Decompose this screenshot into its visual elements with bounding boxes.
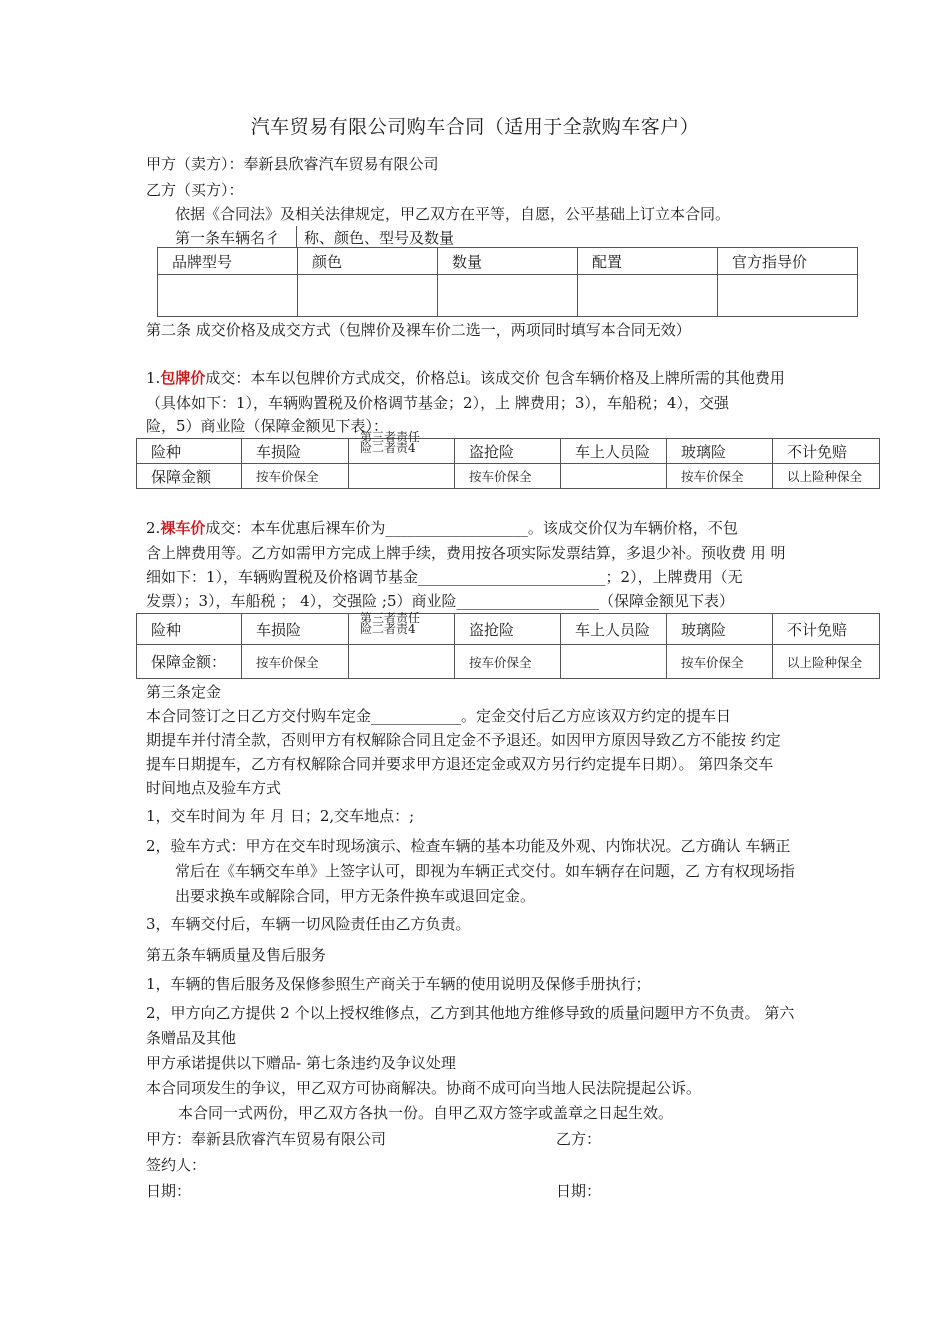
signature-date-a: 日期： xyxy=(146,1182,192,1200)
insurance-header: 险种 xyxy=(137,614,242,645)
insurance-cell: 以上险种保全 xyxy=(773,464,880,489)
preamble: 依据《合同法》及相关法律规定，甲乙双方在平等，自愿，公平基础上订立本合同。 xyxy=(175,205,731,223)
insurance-header: 车上人员险 xyxy=(561,439,667,464)
copies-clause: 本合同一式两份，甲乙双方各执一份。自甲乙双方签字或盖章之日起生效。 xyxy=(178,1104,674,1122)
option2-line4: 发票）；3），车船税 ； 4），交强险 ;5）商业险___________________（保障金额见下表） xyxy=(146,592,734,610)
vehicle-table-cell[interactable] xyxy=(718,275,858,317)
insurance-header: 车损险 xyxy=(242,614,349,645)
vehicle-table-header: 配置 xyxy=(578,248,718,275)
article3-line2: 期提车并付清全款，否则甲方有权解除合同且定金不予退还。如因甲方原因导致乙方不能按 约定 xyxy=(146,731,781,749)
insurance-cell: 保障金额： xyxy=(137,645,242,679)
insurance-cell: 按车价保全 xyxy=(242,645,349,679)
insurance-cell: 按车价保全 xyxy=(455,645,561,679)
option1-num: 1. xyxy=(146,369,161,387)
signature-party-b: 乙方： xyxy=(556,1130,602,1148)
signature-signer: 签约人： xyxy=(146,1156,207,1174)
overlap-label-top: 第三者责任 xyxy=(360,430,421,444)
insurance-cell[interactable] xyxy=(349,464,455,489)
insurance-header: 险种 xyxy=(137,439,242,464)
article4-item1: 1，交车时间为 年 月 日；2,交车地点：; xyxy=(146,807,415,825)
option1-line1 xyxy=(146,368,785,388)
insurance-cell: 以上险种保全 xyxy=(773,645,880,679)
insurance-cell[interactable] xyxy=(561,464,667,489)
insurance-cell: 按车价保全 xyxy=(455,464,561,489)
article3-line1: 本合同签订之日乙方交付购车定金____________。定金交付后乙方应该双方约定的提车日 xyxy=(146,707,732,725)
insurance-cell[interactable] xyxy=(349,645,455,679)
option2-line1 xyxy=(146,518,738,538)
option1-line3: 险，5）商业险（保障金额见下表）： xyxy=(146,417,389,435)
insurance-cell[interactable] xyxy=(561,645,667,679)
insurance-header: 玻璃险 xyxy=(667,614,773,645)
vehicle-table-cell[interactable] xyxy=(158,275,298,317)
insurance-cell: 按车价保全 xyxy=(667,464,773,489)
vehicle-table-header: 官方指导价 xyxy=(718,248,858,275)
overlap-label-bottom: 险二者责4 xyxy=(360,622,416,636)
vehicle-table-header: 颜色 xyxy=(298,248,438,275)
overlap-label-top: 第三者责任 xyxy=(360,611,421,625)
dispute-clause: 本合同项发生的争议，甲乙双方可协商解决。协商不成可向当地人民法院提起公诉。 xyxy=(146,1079,702,1097)
party-a-line: 甲方（卖方）：奉新县欣睿汽车贸易有限公司 xyxy=(146,155,439,173)
insurance-table-2 xyxy=(136,613,880,679)
vehicle-table-cell[interactable] xyxy=(438,275,578,317)
option1-keyword: 包牌价 xyxy=(160,369,206,387)
article4-item2-line2: 常后在《车辆交车单》上签字认可，即视为车辆正式交付。如车辆存在问题，乙 方有权现场指 xyxy=(175,862,795,880)
insurance-header: 车损险 xyxy=(242,439,349,464)
article6-7-line: 甲方承诺提供以下赠品- 第七条违约及争议处理 xyxy=(146,1054,456,1072)
party-b-line: 乙方（买方）： xyxy=(146,181,244,199)
article1-heading-cont: 称、颜色、型号及数量 xyxy=(304,229,455,247)
insurance-header: 玻璃险 xyxy=(667,439,773,464)
signature-date-b: 日期： xyxy=(556,1182,602,1200)
article2-heading: 第二条 成交价格及成交方式（包牌价及裸车价二选一，两项同时填写本合同无效） xyxy=(146,321,691,339)
signature-party-a: 甲方：奉新县欣睿汽车贸易有限公司 xyxy=(146,1130,387,1148)
contract-title: 汽车贸易有限公司购车合同（适用于全款购车客户） xyxy=(250,116,700,138)
vehicle-table-cell[interactable] xyxy=(578,275,718,317)
option2-line2: 含上牌费用等。乙方如需甲方完成上牌手续，费用按各项实际发票结算，多退少补。预收费 用 明 xyxy=(146,544,786,562)
article4-item3: 3，车辆交付后，车辆一切风险责任由乙方负责。 xyxy=(146,915,471,933)
option1-text: 成交：本车以包牌价方式成交，价格总ⅰ。该成交价 包含车辆价格及上牌所需的其他费用 xyxy=(205,369,785,387)
option2-num: 2. xyxy=(146,519,161,537)
vehicle-table-header: 数量 xyxy=(438,248,578,275)
insurance-header: 不计免赔 xyxy=(773,439,880,464)
insurance-header: 盗抢险 xyxy=(455,439,561,464)
article5-heading: 第五条车辆质量及售后服务 xyxy=(146,946,327,964)
option2-line3: 细如下：1），车辆购置税及价格调节基金_________________________；2），上牌费用（无 xyxy=(146,568,743,586)
option2-text: 成交：本车优惠后裸车价为___________________。该成交价仅为车辆价格，不包 xyxy=(205,519,738,537)
article5-item2-line2: 条赠品及其他 xyxy=(146,1029,237,1047)
article3-heading: 第三条定金 xyxy=(146,683,222,701)
insurance-header: 盗抢险 xyxy=(455,614,561,645)
overlap-label-bottom: 险二者责4 xyxy=(360,441,416,455)
article4-item2-line1: 2，验车方式：甲方在交车时现场演示、检查车辆的基本功能及外观、内饰状况。乙方确认 车辆正 xyxy=(146,837,791,855)
option1-line2: （具体如下：1），车辆购置税及价格调节基金；2），上 牌费用；3），车船税；4），交强 xyxy=(146,394,729,412)
article3-line4: 时间地点及验车方式 xyxy=(146,779,282,797)
vehicle-table-header: 品牌型号 xyxy=(158,248,298,275)
insurance-cell: 保障金额 xyxy=(137,464,242,489)
insurance-cell: 按车价保全 xyxy=(667,645,773,679)
vehicle-table xyxy=(157,247,858,317)
article4-item2-line3: 出要求换车或解除合同，甲方无条件换车或退回定金。 xyxy=(175,887,536,905)
insurance-table-1 xyxy=(136,438,880,489)
option2-keyword: 裸车价 xyxy=(160,519,206,537)
table-divider xyxy=(296,226,297,247)
insurance-header: 车上人员险 xyxy=(561,614,667,645)
article1-heading: 第一条车辆名彳 xyxy=(175,229,281,247)
insurance-cell: 按车价保全 xyxy=(242,464,349,489)
article5-item1: 1，车辆的售后服务及保修参照生产商关于车辆的使用说明及保修手册执行； xyxy=(146,975,651,993)
insurance-header: 不计免赔 xyxy=(773,614,880,645)
article3-line3: 提车日期提车，乙方有权解除合同并要求甲方退还定金或双方另行约定提车日期）。 第四条交车 xyxy=(146,755,774,773)
vehicle-table-cell[interactable] xyxy=(298,275,438,317)
article5-item2-line1: 2，甲方向乙方提供 2 个以上授权维修点，乙方到其他地方维修导致的质量问题甲方不负责。 第六 xyxy=(146,1004,795,1022)
